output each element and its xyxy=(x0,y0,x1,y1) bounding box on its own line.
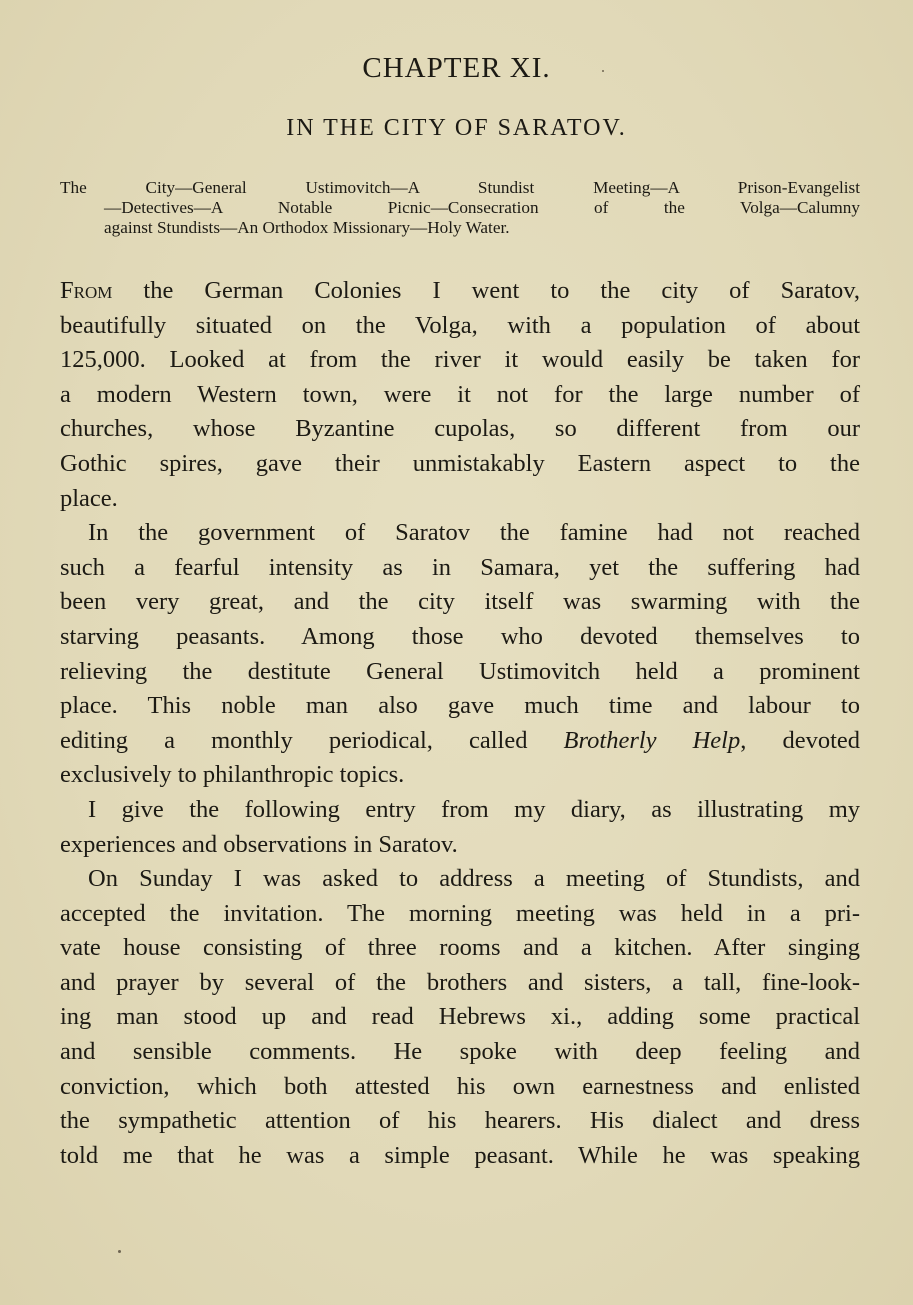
paragraph-line xyxy=(60,724,860,759)
paragraph-line: and prayer by several of the brothers and sisters, a tall, fine-look- xyxy=(60,968,860,996)
paragraph-2 xyxy=(60,516,860,793)
paragraph-line: Gothic spires, gave their unmistakably Eastern aspect to the xyxy=(60,449,860,477)
paragraph-line: told me that he was a simple peasant. While he was speaking xyxy=(60,1141,860,1169)
synopsis-line: The City—General Ustimovitch—A Stundist Meeting—A Prison-Evangelist xyxy=(60,178,860,197)
paragraph-line: 125,000. Looked at from the river it would easily be taken for xyxy=(60,346,860,374)
paragraph-line: churches, whose Byzantine cupolas, so different from our xyxy=(60,415,860,443)
paragraph-line: I give the following entry from my diary, as illustrating my xyxy=(88,795,860,823)
chapter-synopsis xyxy=(60,178,860,238)
paragraph-line: starving peasants. Among those who devoted themselves to xyxy=(60,622,860,650)
synopsis-line: against Stundists—An Orthodox Missionary—Holy Water. xyxy=(104,218,510,237)
paragraph-1 xyxy=(60,274,860,516)
paragraph-line: experiences and observations in Saratov. xyxy=(60,830,458,858)
paragraph-line xyxy=(60,274,860,309)
paper-speck xyxy=(118,1250,121,1253)
paragraph-line: In the government of Saratov the famine had not reached xyxy=(88,519,860,547)
paragraph-line: place. xyxy=(60,484,118,512)
paragraph-4 xyxy=(60,862,860,1173)
paragraph-line: vate house consisting of three rooms and a kitchen. After singing xyxy=(60,934,860,962)
body-text xyxy=(60,274,860,1173)
synopsis-line: —Detectives—A Notable Picnic—Consecration of the Volga—Calumny xyxy=(104,198,860,217)
chapter-title: IN THE CITY OF SARATOV. xyxy=(286,115,627,141)
paragraph-line: conviction, which both attested his own earnestness and enlisted xyxy=(60,1072,860,1100)
paragraph-line: ing man stood up and read Hebrews xi., adding some practical xyxy=(60,1003,860,1031)
paragraph-line: been very great, and the city itself was swarming with the xyxy=(60,588,860,616)
line-text: editing a monthly periodical, called xyxy=(60,726,564,754)
paragraph-line: a modern Western town, were it not for the large number of xyxy=(60,380,860,408)
paragraph-line: relieving the destitute General Ustimovitch held a prominent xyxy=(60,657,860,685)
opening-smallcaps: From xyxy=(60,277,113,304)
paragraph-line: accepted the invitation. The morning meeting was held in a pri- xyxy=(60,899,860,927)
line-text: the German Colonies I went to the city of Saratov, xyxy=(112,277,860,304)
paragraph-3 xyxy=(60,793,860,862)
periodical-title: Brotherly Help xyxy=(563,726,741,754)
paragraph-line: and sensible comments. He spoke with deep feeling and xyxy=(60,1038,860,1066)
line-text: , devoted xyxy=(740,726,861,754)
paragraph-line: exclusively to philanthropic topics. xyxy=(60,761,405,789)
paragraph-line: such a fearful intensity as in Samara, yet the suffering had xyxy=(60,553,860,581)
paragraph-line: On Sunday I was asked to address a meeting of Stundists, and xyxy=(88,865,860,893)
paragraph-line: place. This noble man also gave much time and labour to xyxy=(60,692,860,720)
chapter-number: CHAPTER XI. xyxy=(362,52,551,84)
paragraph-line: the sympathetic attention of his hearers. His dialect and dress xyxy=(60,1107,860,1135)
paragraph-line: beautifully situated on the Volga, with a population of about xyxy=(60,311,860,339)
